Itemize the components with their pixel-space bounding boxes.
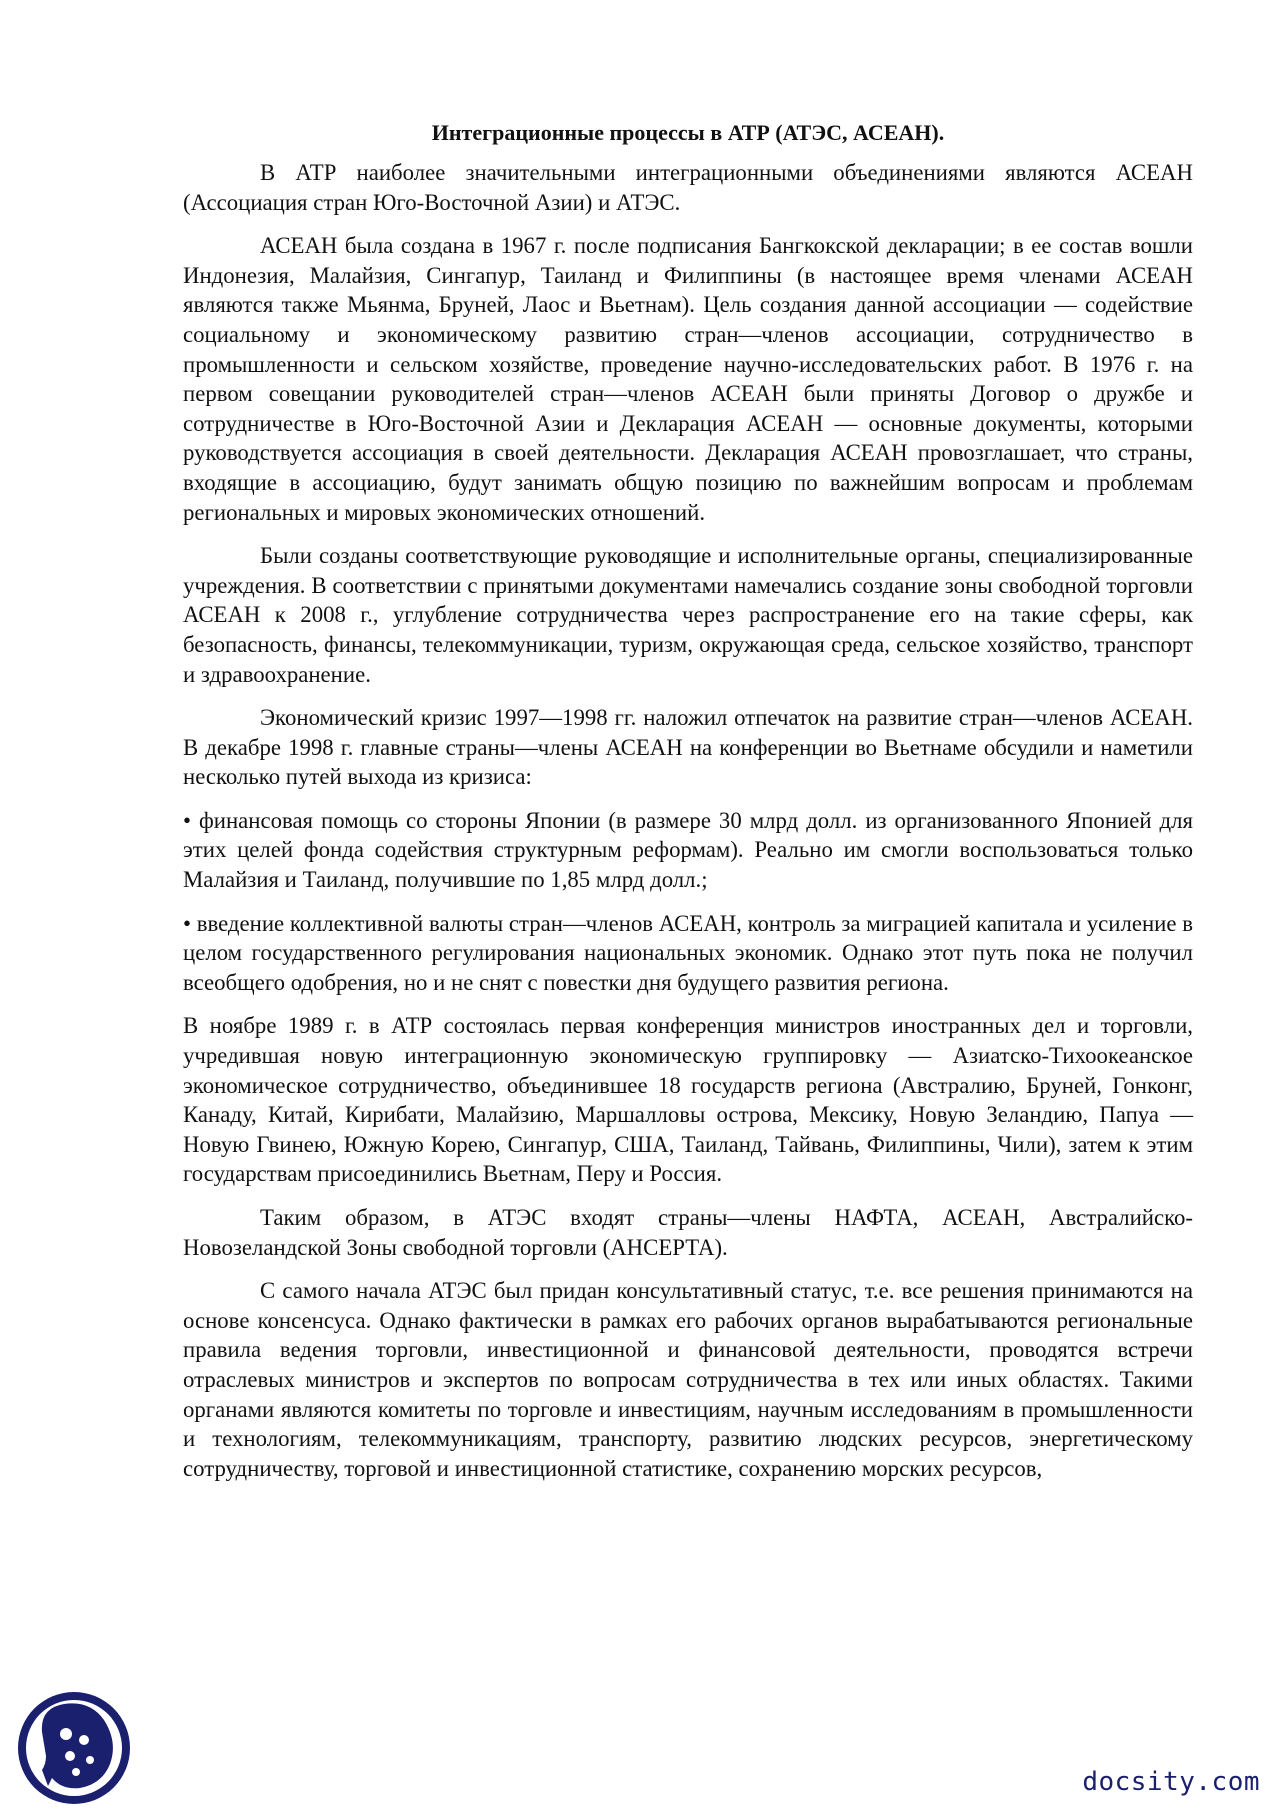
paragraph-1: В АТР наиболее значительными интеграционными объединениями являются АСЕАН (Ассоциация стран Юго-Восточной Азии) и АТЭС. [183,160,1193,215]
logo-graphic [12,1660,162,1810]
docsity-logo-icon[interactable] [12,1660,162,1810]
paragraph-3: Были созданы соответствующие руководящие и исполнительные органы, специализированные учреждения. В соответствии с принятыми документами намечались создание зоны свободной торговли АСЕАН к 2008 г., углубление сотрудничества через распространение его на такие сферы, как безопасность, финансы, телекоммуникации, туризм, окружающая среда, сельское хозяйство, транспорт и здравоохранение. [183,543,1193,687]
paragraph-9: С самого начала АТЭС был придан консультативный статус, т.е. все решения принимаются на основе консенсуса. Однако фактически в рамках его рабочих органов вырабатываются региональные правила ведения торговли, инвестиционной и финансовой деятельности, проводятся встречи отраслевых министров и экспертов по вопросам сотрудничества в тех или иных областях. Такими органами являются комитеты по торговле и инвестициям, научным исследованиям в промышленности и технологиям, телекоммуникациям, транспорту, развитию людских ресурсов, энергетическому сотрудничеству, торговой и инвестиционной статистике, сохранению морских ресурсов, [183,1278,1193,1481]
document-content [183,118,1193,1497]
bullet-item-1: • финансовая помощь со стороны Японии (в размере 30 млрд долл. из организованного Японией для этих целей фонда содействия структурным реформам). Реально им смогли воспользоваться только Малайзия и Таиланд, получившие по 1,85 млрд долл.; [183,807,1193,893]
bullet-item-2: • введение коллективной валюты стран—членов АСЕАН, контроль за миграцией капитала и усиление в целом государственного регулирования национальных экономик. Однако этот путь пока не получил всеобщего одобрения, но и не снят с повестки дня будущего развития региона. [183,910,1193,995]
paragraph-4: Экономический кризис 1997—1998 гг. наложил отпечаток на развитие стран—членов АСЕАН. В декабре 1998 г. главные страны—члены АСЕАН на конференции во Вьетнаме обсудили и наметили несколько путей выхода из кризиса: [183,705,1193,790]
paragraph-8: Таким образом, в АТЭС входят страны—члены НАФТА, АСЕАН, Австралийско-Новозеландской Зоны свободной торговли (АНСЕРТА). [183,1205,1193,1260]
paragraph-2: АСЕАН была создана в 1967 г. после подписания Бангкокской декларации; в ее состав вошли Индонезия, Малайзия, Сингапур, Таиланд и Филиппины (в настоящее время членами АСЕАН являются также Мьянма, Бруней, Лаос и Вьетнам). Цель создания данной ассоциации — содействие социальному и экономическому развитию стран—членов ассоциации, сотрудничество в промышленности и сельском хозяйстве, проведение научно-исследовательских работ. В 1976 г. на первом совещании руководителей стран—членов АСЕАН были приняты Договор о дружбе и сотрудничестве в Юго-Восточной Азии и Декларация АСЕАН — основные документы, которыми руководствуется ассоциация в своей деятельности. Декларация АСЕАН провозглашает, что страны, входящие в ассоциацию, будут занимать общую позицию по важнейшим вопросам и проблемам региональных и мировых экономических отношений. [183,233,1193,525]
paragraph-7: В ноябре 1989 г. в АТР состоялась первая конференция министров иностранных дел и торговли, учредившая новую интеграционную экономическую группировку — Азиатско-Тихоокеанское экономическое сотрудничество, объединившее 18 государств региона (Австралию, Бруней, Гонконг, Канаду, Китай, Кирибати, Малайзию, Маршалловы острова, Мексику, Новую Зеландию, Папуа — Новую Гвинею, Южную Корею, Сингапур, США, Таиланд, Тайвань, Филиппины, Чили), затем к этим государствам присоединились Вьетнам, Перу и Россия. [183,1013,1193,1187]
page-title: Интеграционные процессы в АТР (АТЭС, АСЕАН). [431,120,945,145]
watermark-link[interactable]: docsity.com [1082,1767,1260,1797]
